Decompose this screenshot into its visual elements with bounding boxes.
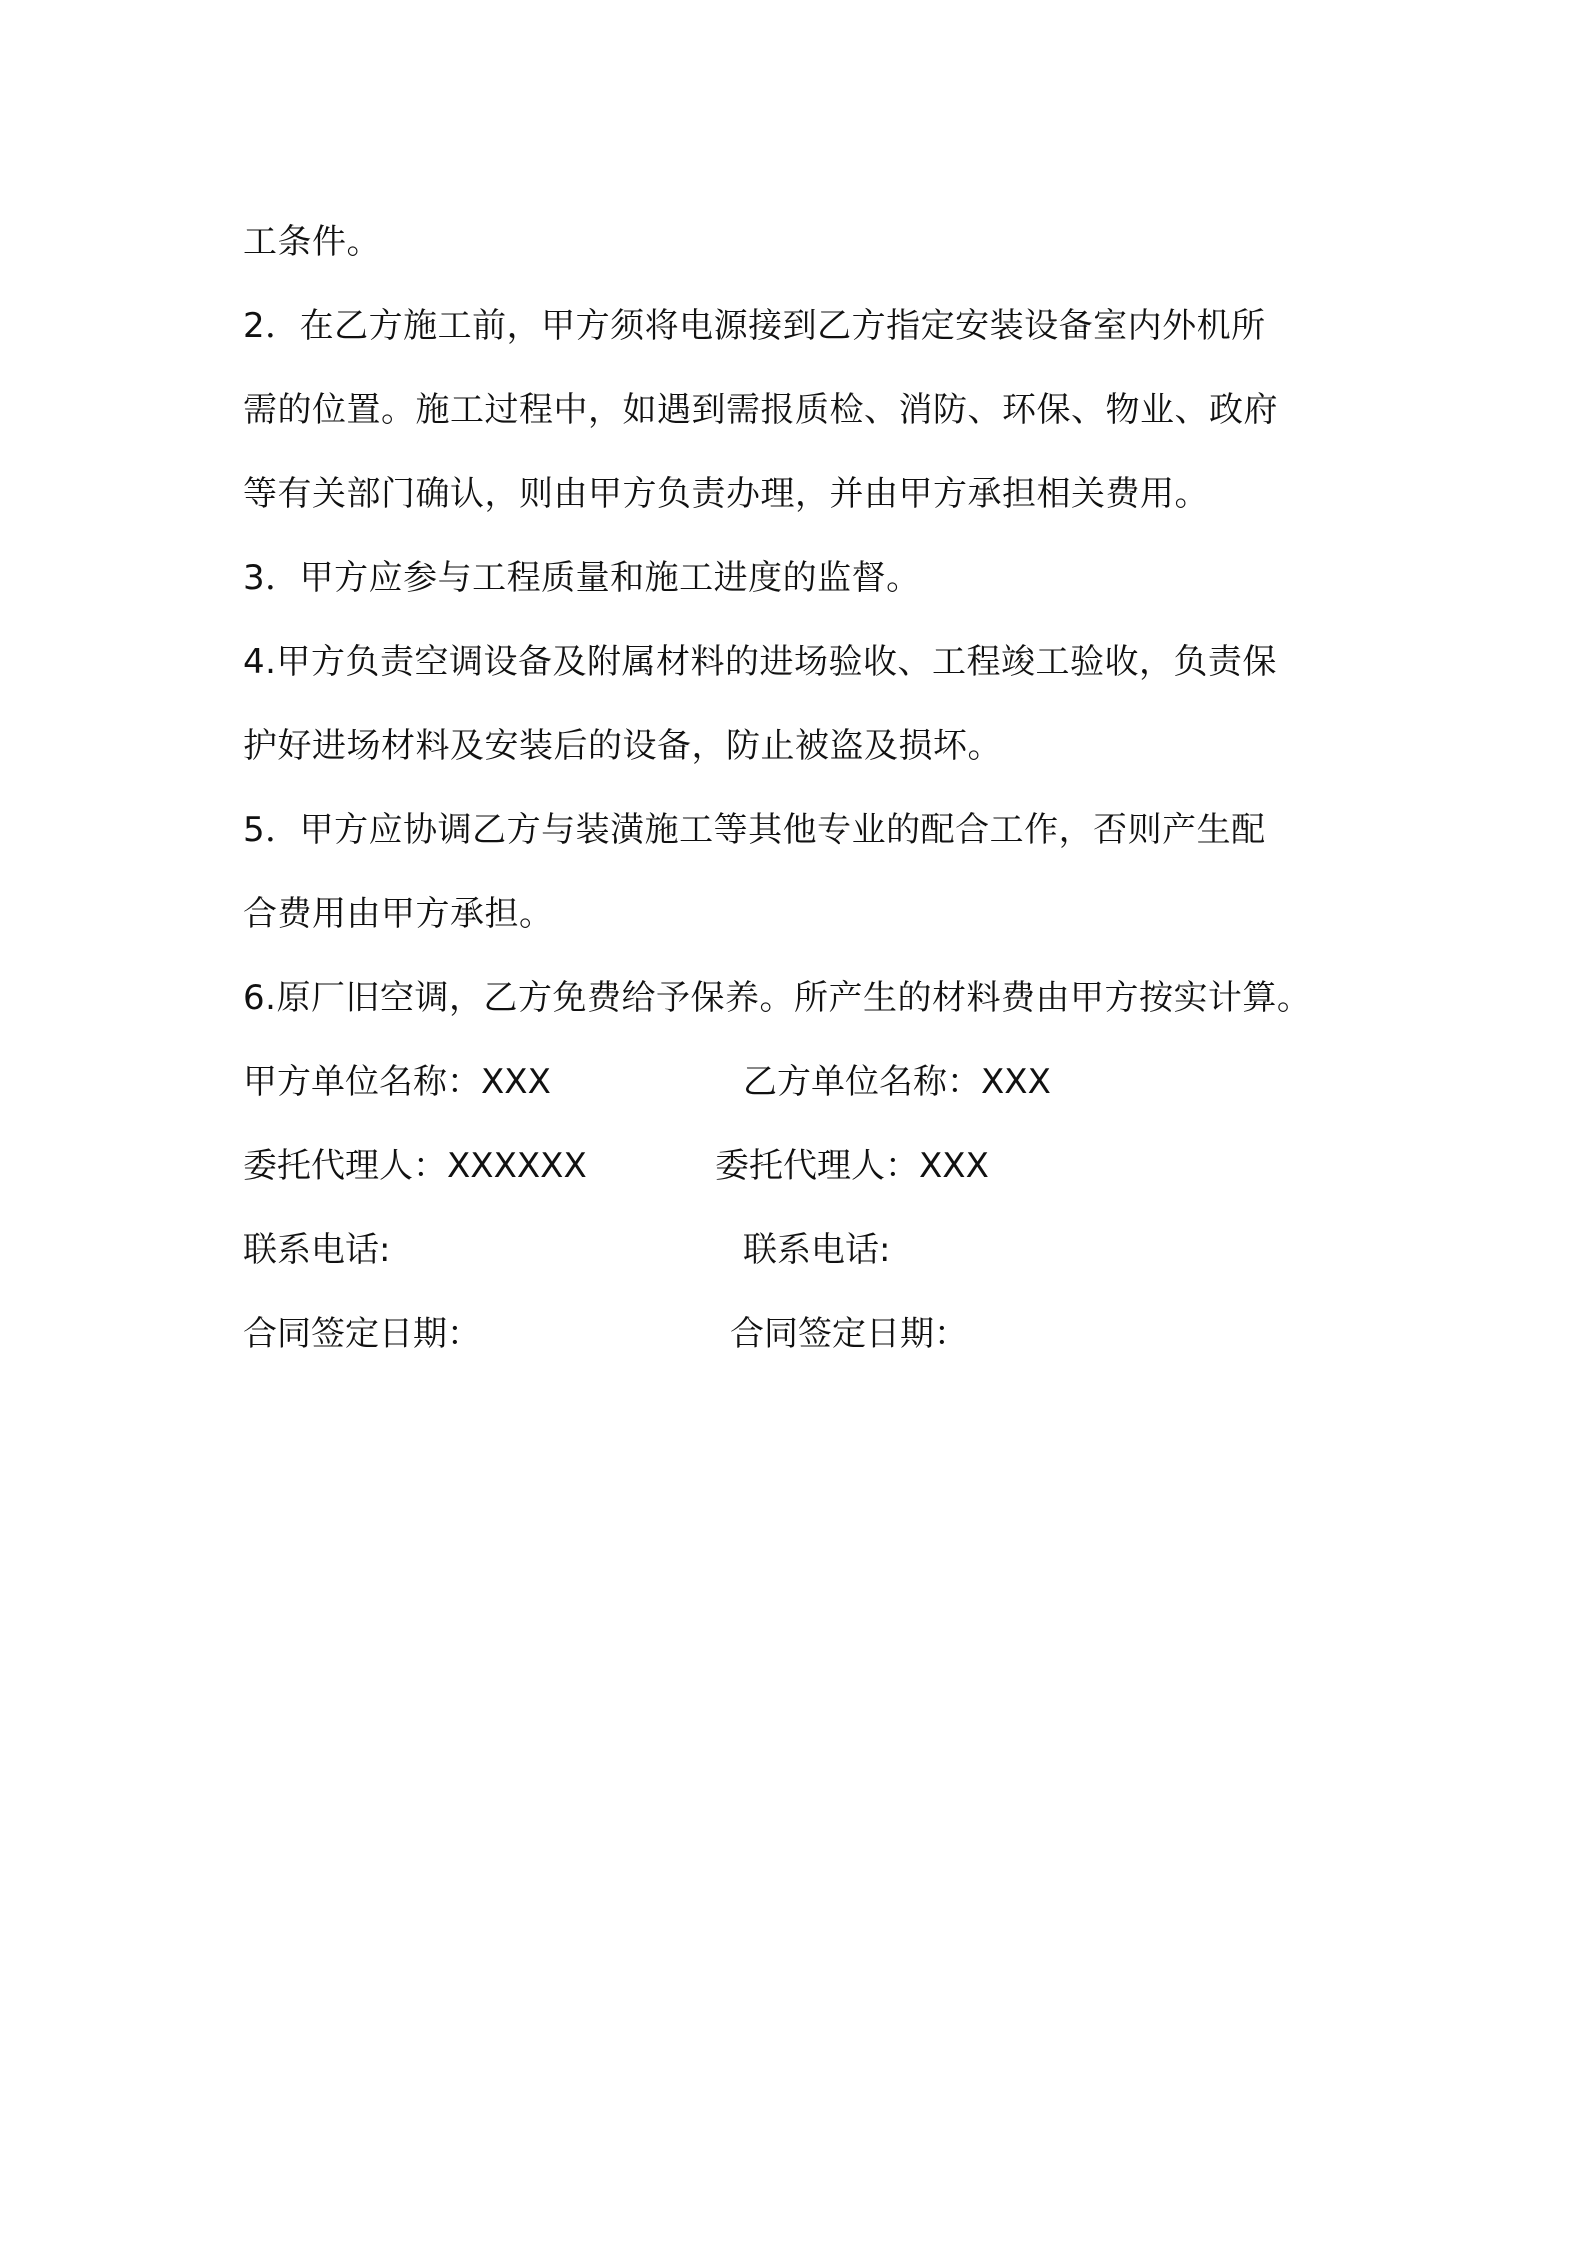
paragraph-line: 4.甲方负责空调设备及附属材料的进场验收、工程竣工验收，负责保 bbox=[243, 642, 1277, 682]
signature-row-agent bbox=[243, 1124, 1363, 1208]
paragraph-line: 6.原厂旧空调，乙方免费给予保养。所产生的材料费由甲方按实计算。 bbox=[243, 978, 1312, 1018]
signature-row-date bbox=[243, 1292, 1363, 1376]
signature-row-company bbox=[243, 1040, 1363, 1124]
party-b-company-name: 乙方单位名称：XXX bbox=[743, 1062, 1051, 1102]
paragraph-line: 5．甲方应协调乙方与装潢施工等其他专业的配合工作，否则产生配 bbox=[243, 810, 1266, 850]
paragraph-line: 合费用由甲方承担。 bbox=[243, 894, 554, 934]
paragraph-line: 工条件。 bbox=[243, 222, 381, 262]
party-a-phone: 联系电话: bbox=[243, 1230, 391, 1270]
document-body bbox=[243, 200, 1363, 1376]
party-a-sign-date: 合同签定日期： bbox=[243, 1314, 481, 1354]
paragraph-line: 护好进场材料及安装后的设备，防止被盗及损坏。 bbox=[243, 726, 1002, 766]
paragraph-line: 2．在乙方施工前，甲方须将电源接到乙方指定安装设备室内外机所 bbox=[243, 306, 1266, 346]
paragraph-line: 等有关部门确认，则由甲方负责办理，并由甲方承担相关费用。 bbox=[243, 474, 1209, 514]
party-a-agent: 委托代理人：XXXXXX bbox=[243, 1146, 587, 1186]
party-a-company-name: 甲方单位名称：XXX bbox=[243, 1062, 551, 1102]
party-b-agent: 委托代理人：XXX bbox=[715, 1146, 989, 1186]
party-b-sign-date: 合同签定日期： bbox=[730, 1314, 968, 1354]
signature-row-phone bbox=[243, 1208, 1363, 1292]
paragraph-line: 需的位置。施工过程中，如遇到需报质检、消防、环保、物业、政府 bbox=[243, 390, 1278, 430]
paragraph-line: 3．甲方应参与工程质量和施工进度的监督。 bbox=[243, 558, 921, 598]
party-b-phone: 联系电话: bbox=[743, 1230, 891, 1270]
